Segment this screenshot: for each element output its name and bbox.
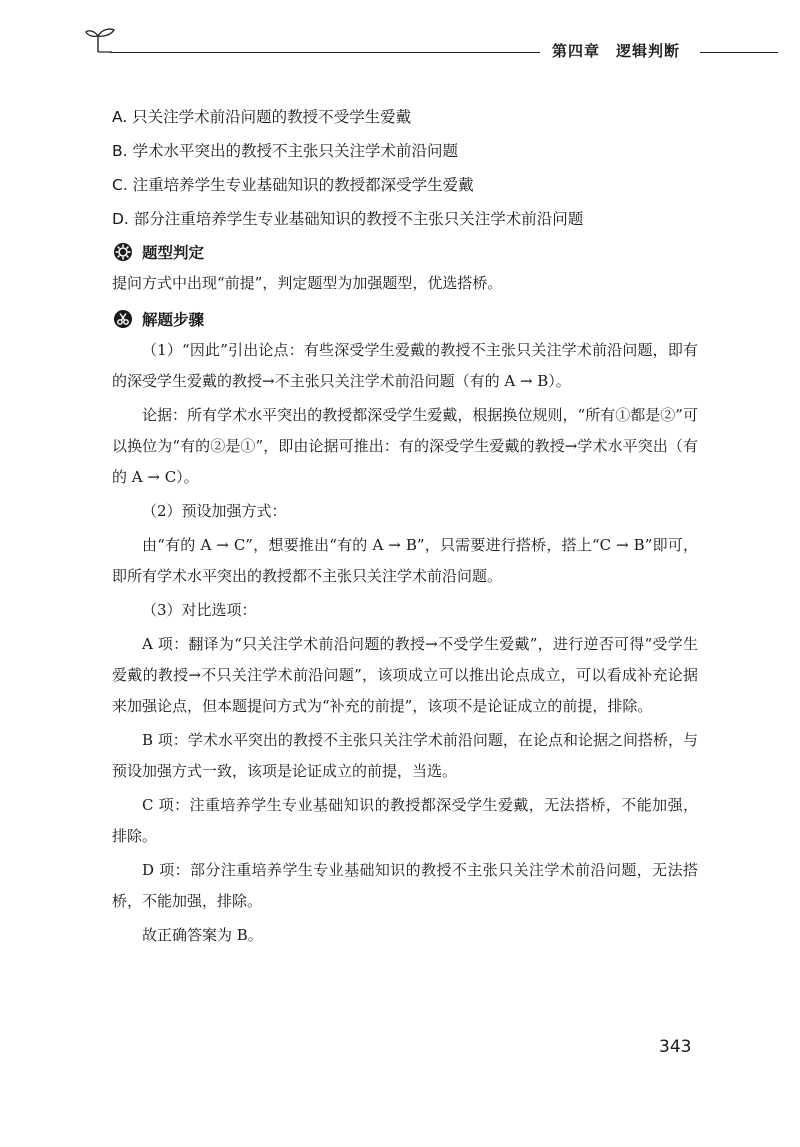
chapter-number: 第四章	[552, 42, 601, 60]
page-content	[112, 100, 698, 951]
section-title-type: 题型判定	[142, 244, 205, 262]
step-paragraph: 论据：所有学术水平突出的教授都深受学生爱戴，根据换位规则，“所有①都是②”可以换位为“有的②是①”，即由论据可推出：有的深受学生爱戴的教授→学术水平突出（有的 A → C）。	[112, 406, 698, 486]
section-heading-steps	[112, 303, 698, 335]
header-rule-right	[700, 52, 778, 53]
option-c: C. 注重培养学生专业基础知识的教授都深受学生爱戴	[112, 176, 474, 194]
gear-icon	[112, 241, 134, 263]
scissors-icon	[112, 308, 134, 330]
option-d: D. 部分注重培养学生专业基础知识的教授不主张只关注学术前沿问题	[112, 210, 584, 228]
step-paragraph: D 项：部分注重培养学生专业基础知识的教授不主张只关注学术前沿问题，无法搭桥，不能加强，排除。	[112, 861, 698, 910]
step-paragraph: （2）预设加强方式：	[142, 502, 287, 520]
step-paragraph: （3）对比选项：	[142, 601, 257, 619]
chapter-heading	[552, 40, 696, 61]
step-paragraph: C 项：注重培养学生专业基础知识的教授都深受学生爱戴，无法搭桥，不能加强，排除。	[112, 796, 698, 845]
chapter-title: 逻辑判断	[616, 42, 681, 60]
option-b: B. 学术水平突出的教授不主张只关注学术前沿问题	[112, 142, 458, 160]
step-paragraph: A 项：翻译为“只关注学术前沿问题的教授→不受学生爱戴”，进行逆否可得“受学生爱戴的教授→不只关注学术前沿问题”，该项成立可以推出论点成立，可以看成补充论据来加强论点，但本题提问方式为“补充的前提”，该项不是论证成立的前提，排除。	[112, 635, 698, 715]
step-paragraph: B 项：学术水平突出的教授不主张只关注学术前沿问题，在论点和论据之间搭桥，与预设加强方式一致，该项是论证成立的前提，当选。	[112, 731, 698, 780]
page-header	[0, 0, 800, 70]
sprout-icon	[84, 24, 118, 54]
answer-paragraph: 故正确答案为 B。	[142, 926, 263, 944]
section-title-steps: 解题步骤	[142, 311, 205, 329]
header-rule-left	[110, 52, 540, 53]
step-paragraph: 由“有的 A → C”，想要推出“有的 A → B”，只需要进行搭桥，搭上“C → B”即可，即所有学术水平突出的教授都不主张只关注学术前沿问题。	[112, 536, 698, 585]
page-number: 343	[659, 1037, 692, 1057]
section-heading-type	[112, 236, 698, 268]
step-paragraph: （1）“因此”引出论点：有些深受学生爱戴的教授不主张只关注学术前沿问题，即有的深受学生爱戴的教授→不主张只关注学术前沿问题（有的 A → B）。	[112, 341, 698, 390]
option-a: A. 只关注学术前沿问题的教授不受学生爱戴	[112, 108, 412, 126]
type-text: 提问方式中出现“前提”，判定题型为加强题型，优选搭桥。	[112, 274, 503, 292]
